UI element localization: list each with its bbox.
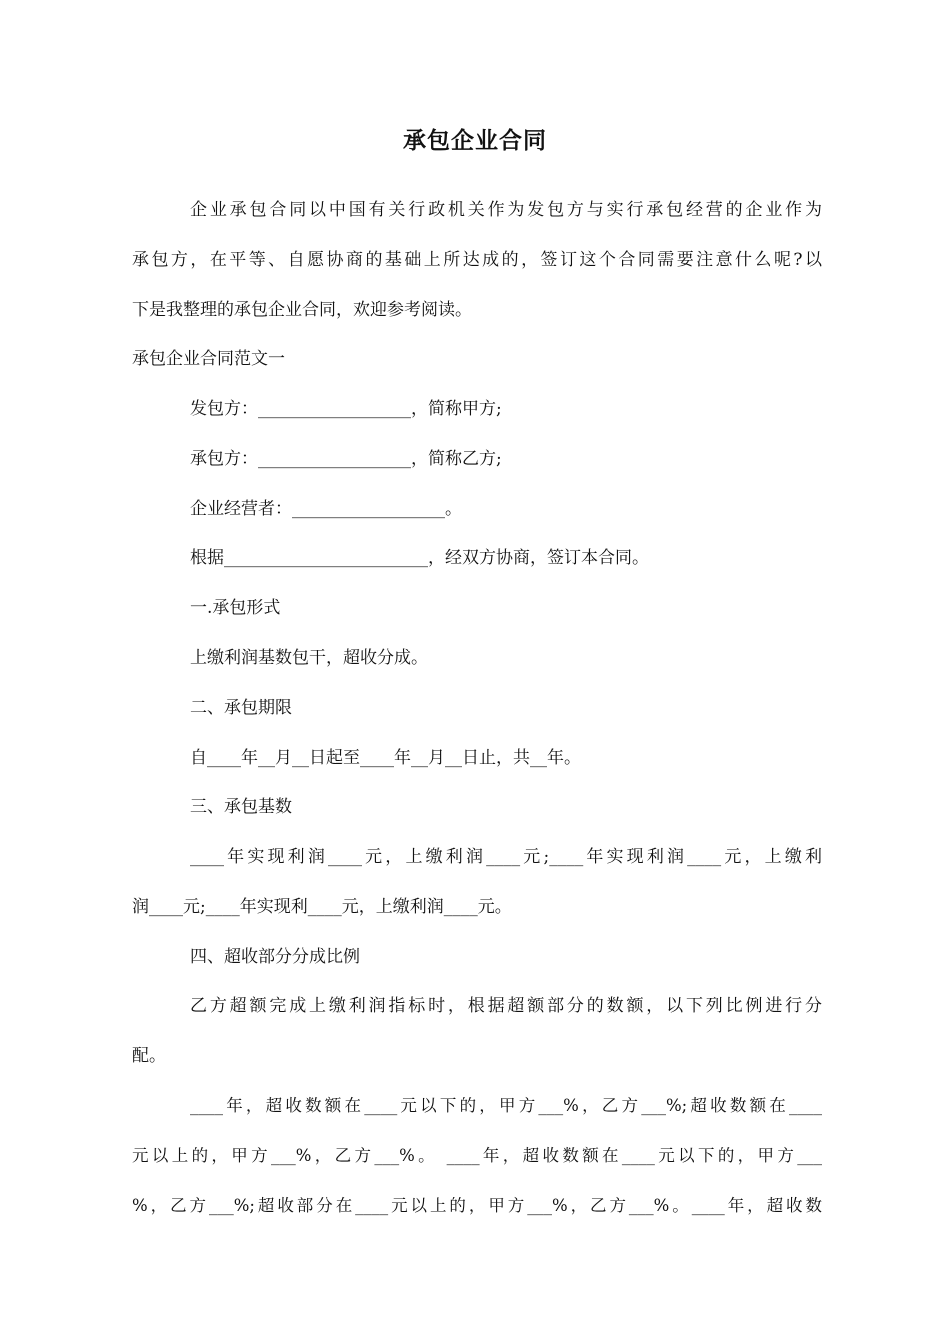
clause-4-line-3: ____年，超收数额在____元以下的，甲方___%，乙方___%;超收数额在____ [190,1096,822,1115]
clause-1-text: 上缴利润基数包干，超收分成。 [190,648,428,668]
intro-line-1: 企业承包合同以中国有关行政机关作为发包方与实行承包经营的企业作为 [190,200,822,220]
clause-2-text: 自____年__月__日起至____年__月__日止，共__年。 [190,748,581,768]
clause-heading-3: 三、承包基数 [190,797,292,817]
clause-4-line-5: %，乙方___%;超收部分在____元以上的，甲方___%，乙方___%。____年，超收数 [132,1196,822,1215]
intro-line-3: 下是我整理的承包企业合同，欢迎参考阅读。 [132,300,472,320]
clause-4-line-2: 配。 [132,1046,166,1066]
clause-heading-2: 二、承包期限 [190,698,292,718]
clause-heading-1: 一.承包形式 [190,598,281,618]
party-b-line: 承包方：__________________，简称乙方; [190,449,502,469]
intro-line-2: 承包方，在平等、自愿协商的基础上所达成的，签订这个合同需要注意什么呢?以 [132,250,822,270]
basis-line: 根据________________________，经双方协商，签订本合同。 [190,548,649,568]
operator-line: 企业经营者：__________________。 [190,499,462,519]
clause-4-line-1: 乙方超额完成上缴利润指标时，根据超额部分的数额，以下列比例进行分 [190,996,822,1016]
document-title: 承包企业合同 [403,128,547,154]
clause-heading-4: 四、超收部分分成比例 [190,947,360,967]
party-a-line: 发包方：__________________，简称甲方; [190,399,502,419]
clause-3-line-1: ____年实现利润____元，上缴利润____元;____年实现利润____元，上缴利 [190,847,822,867]
section-heading-sample-1: 承包企业合同范文一 [132,349,285,369]
clause-3-line-2: 润____元;____年实现利____元，上缴利润____元。 [132,897,512,917]
clause-4-line-4: 元以上的，甲方___%，乙方___%。 ____年，超收数额在____元以下的，甲方___ [132,1146,822,1165]
